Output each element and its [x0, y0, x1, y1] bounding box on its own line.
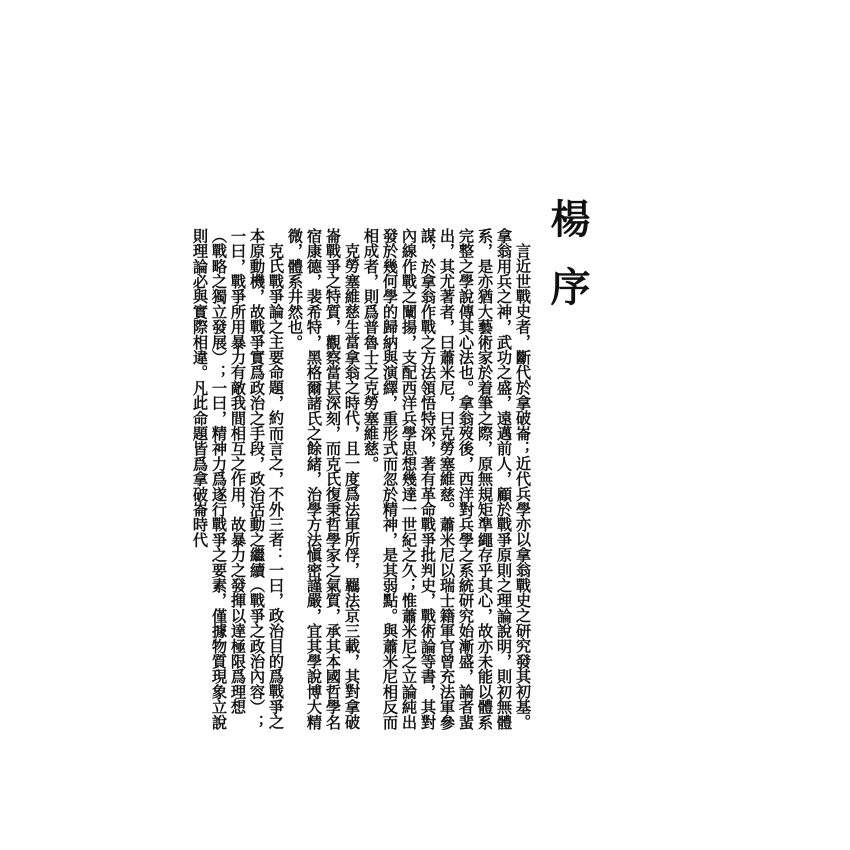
body-text — [190, 228, 532, 738]
page-title: 楊序 — [544, 198, 591, 334]
paragraph-2: 克勞塞維慈生當拿翁之時代，且一度爲法軍所俘，羈法京三載，其對拿破崙戰爭之特質，觀察當甚深刻，而克氏復秉哲學家之氣質，承其本國哲學名宿康德，裴希特，黑格爾諸氏之餘緒，治學方法愼密謹嚴，宜其學說博大精微，體系井然也。 — [286, 228, 361, 730]
paragraph-1: 言近世戰史者，斷代於拿破崙；近代兵學亦以拿翁戰史之研究發其初基。拿翁用兵之神，武功之盛，遠邁前人，顧於戰爭原則之理論說明，則初無體系，是亦猶大藝術家於着筆之際，原無規矩準繩存乎其心，故亦未能以體系完整之學說傳其心法也。拿翁歿後，西洋對兵學之系統研究始漸盛，論者蜚出，其尤著者，曰蕭米尼，曰克勞塞維慈。蕭米尼以瑞士籍軍官曾充法軍參謀，於拿翁作戰之方法領悟特深，著有革命戰爭批判史，戰術論等書，其對內線作戰之闡揚，支配西洋兵學思想幾達一世紀之久；惟蕭米尼之立論純出發於幾何學的歸納與演繹，重形式而忽於精神，是其弱點。與蕭米尼相反而相成者，則爲普魯士之克勞塞維慈。 — [362, 228, 532, 730]
paragraph-3: 克氏戰爭論之主要命題，約而言之，不外三者：一曰，政治目的爲戰爭之本原動機，故戰爭實爲政治之手段，政治活動之繼續（戰爭之政治內容）；一曰，戰爭所用暴力有敵我間相互之作用，故暴力之發揮以達極限爲理想（戰略之獨立發展）；一曰，精神力爲遂行戰爭之要素，僅據物質現象立說則理論必與實際相違。凡此命題皆爲拿破崙時代 — [191, 228, 285, 730]
